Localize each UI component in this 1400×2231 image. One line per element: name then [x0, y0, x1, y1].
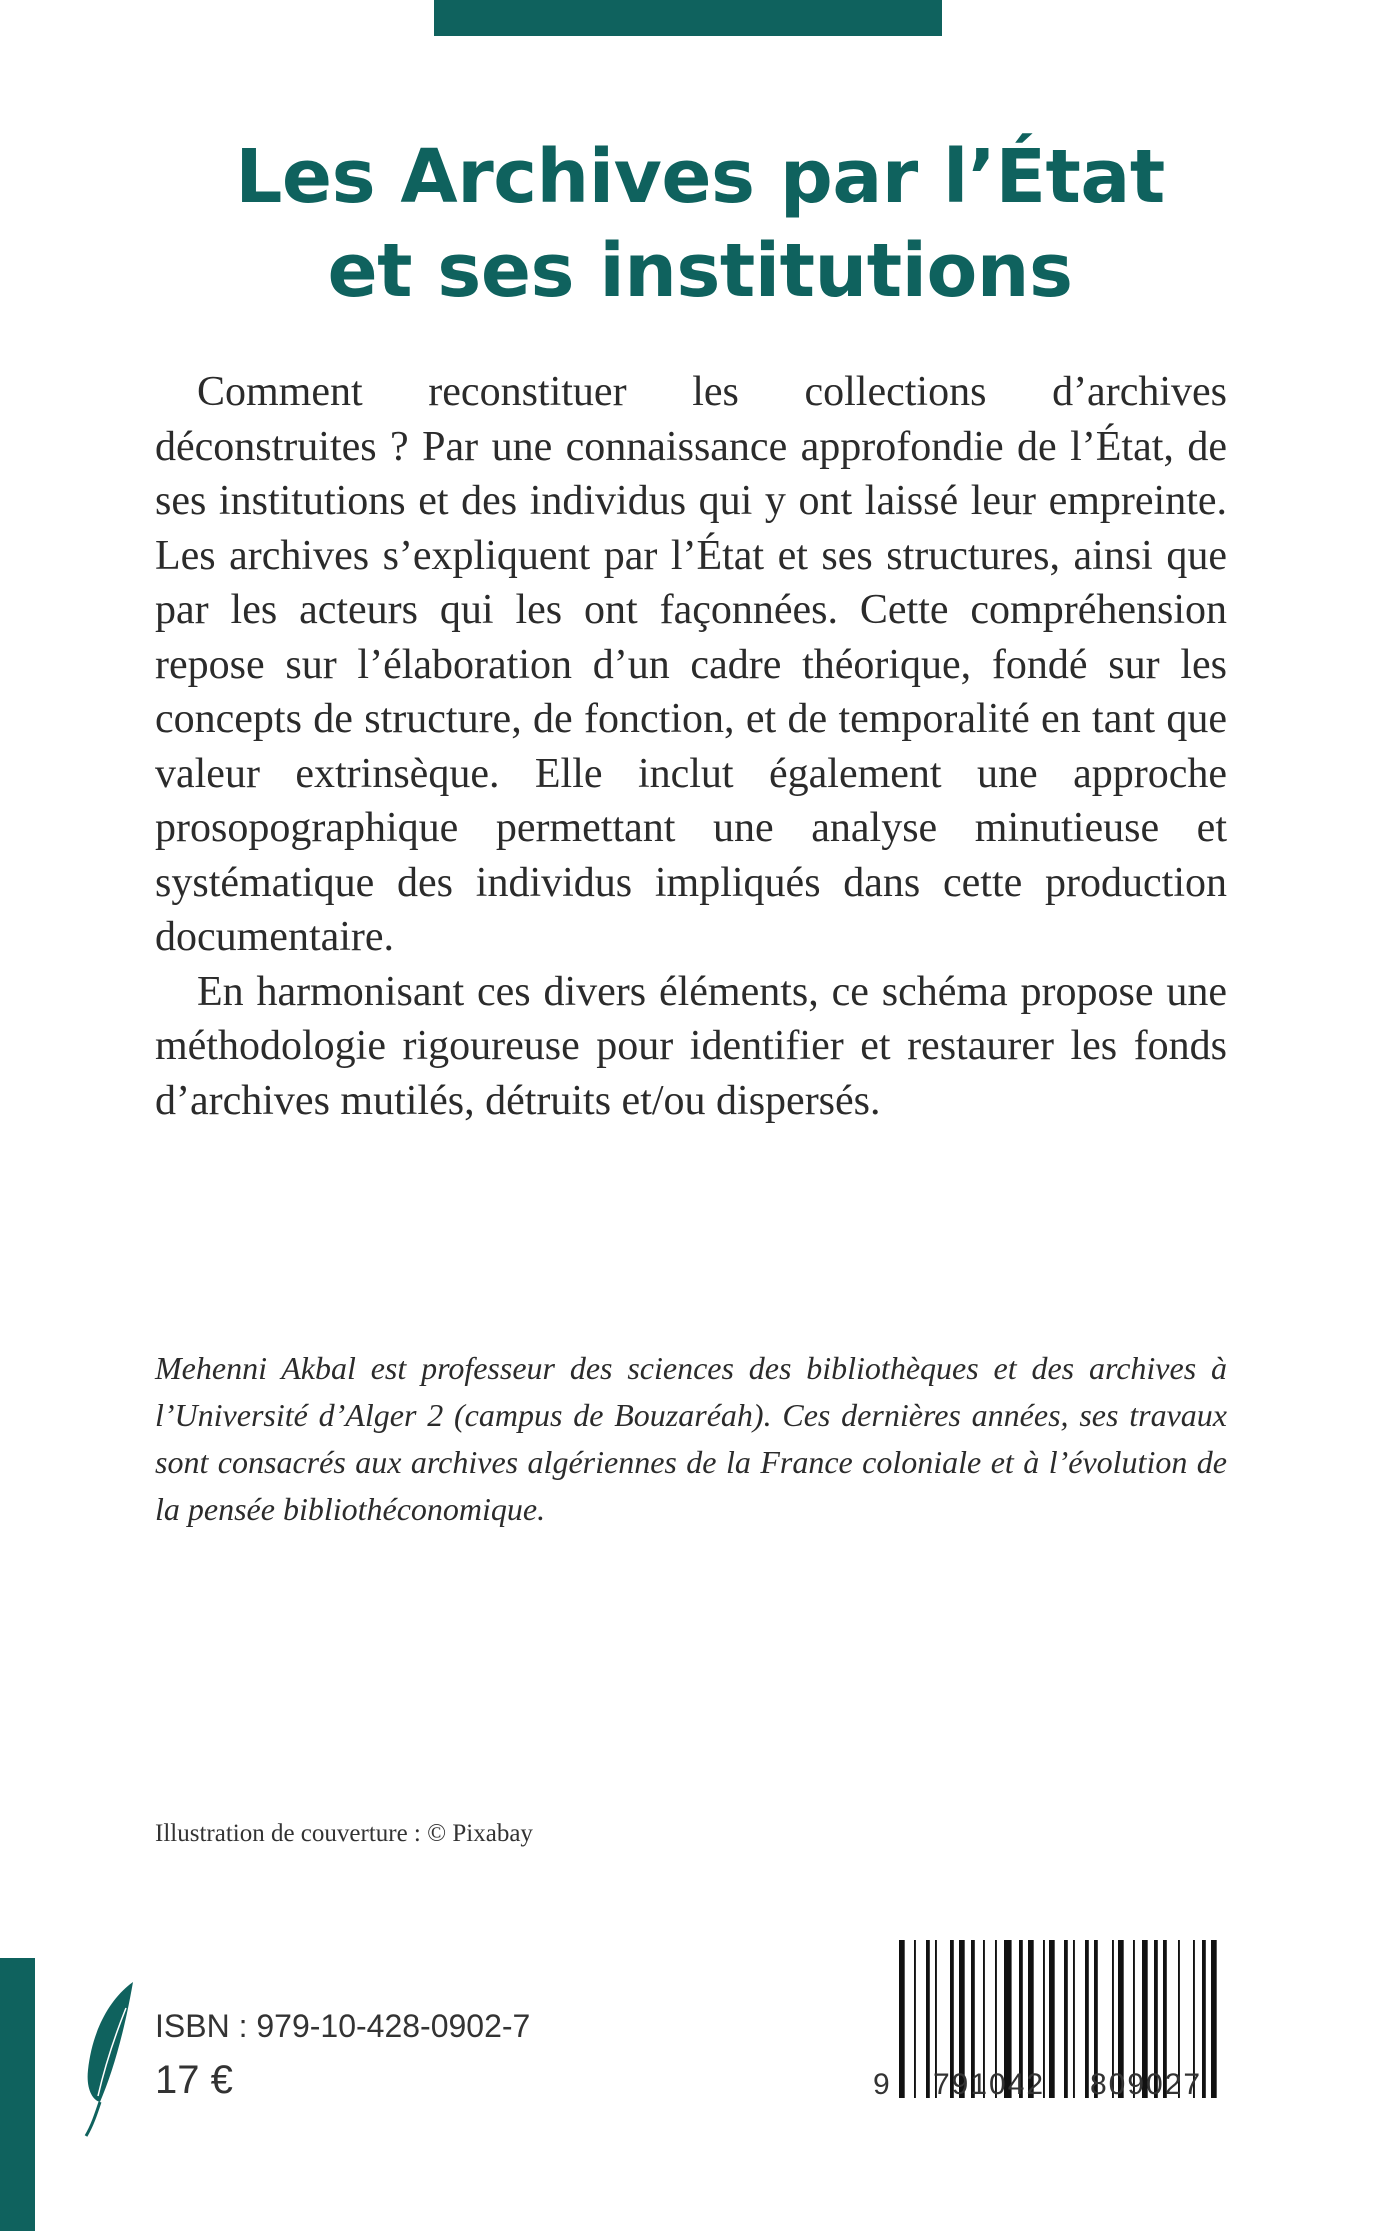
author-bio: Mehenni Akbal est professeur des sciences des bibliothèques et des archives à l’Université d’Alger 2 (campus de Bouzaréah). Ces dernières années, ses travaux sont consacrés aux archives algériennes de la France coloniale et à l’évolution de la pensée bibliothéconomique.	[155, 1350, 1227, 1527]
barcode-digits-left: 791042	[933, 2068, 1046, 2101]
book-title-line-1: Les Archives par l’État	[235, 134, 1165, 220]
top-accent-band	[434, 0, 942, 36]
side-accent-band	[0, 1958, 35, 2231]
feather-icon	[78, 1978, 140, 2138]
book-price: 17 €	[155, 2058, 233, 2102]
summary-paragraph-2: En harmonisant ces divers éléments, ce schéma propose une méthodologie rigoureuse pour identifier et restaurer les fonds d’archives mutilés, détruits et/ou dispersés.	[155, 968, 1227, 1124]
barcode-digit-lead: 9	[873, 2068, 892, 2101]
isbn-number: ISBN : 979-10-428-0902-7	[155, 2008, 531, 2044]
barcode-digits-right: 809027	[1090, 2068, 1203, 2101]
book-title-line-2: et ses institutions	[327, 228, 1073, 314]
back-cover-summary	[155, 365, 1227, 1128]
illustration-credit: Illustration de couverture : © Pixabay	[155, 1820, 533, 1847]
book-title	[0, 130, 1400, 318]
summary-paragraph-1: Comment reconstituer les collections d’archives déconstruites ? Par une connaissance approfondie de l’État, de ses institutions et des individus qui y ont laissé leur empreinte. Les archives s’expliquent par l’État et ses structures, ainsi que par les acteurs qui les ont façonnées. Cette compréhension repose sur l’élaboration d’un cadre théorique, fondé sur les concepts de structure, de fonction, et de temporalité en tant que valeur extrinsèque. Elle inclut également une approche prosopographique permettant une analyse minutieuse et systématique des individus impliqués dans cette production documentaire.	[155, 369, 1227, 960]
